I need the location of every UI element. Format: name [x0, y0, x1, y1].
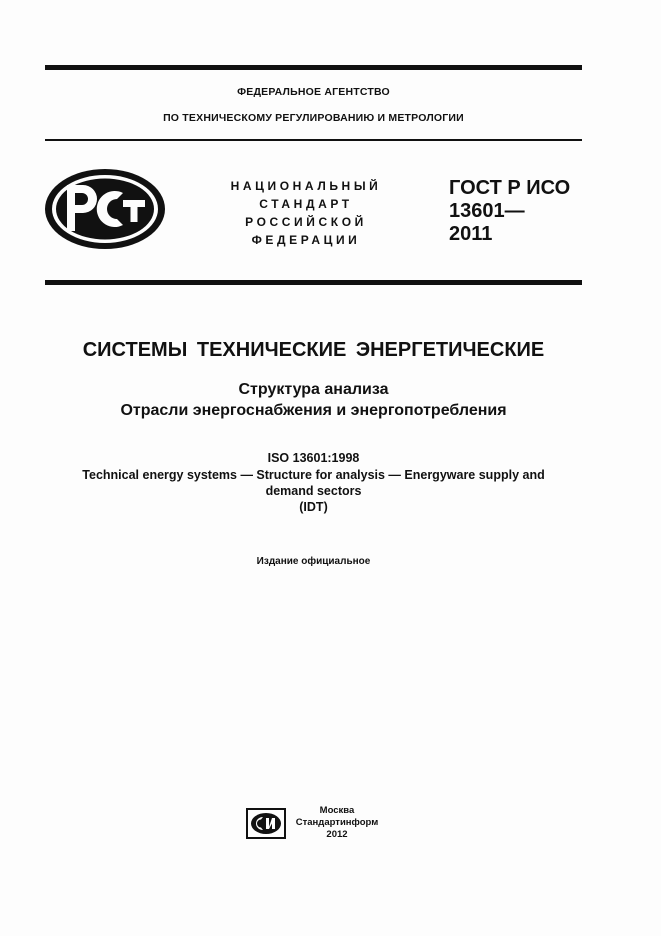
publisher-city: Москва — [319, 805, 355, 816]
edition-label: Издание официальное — [256, 556, 371, 567]
national-standard-line-4: ФЕДЕРАЦИИ — [251, 233, 361, 247]
national-standard-line-3: РОССИЙСКОЙ — [245, 215, 367, 229]
designation-line-1: ГОСТ Р ИСО — [449, 177, 571, 199]
publisher-name: Стандартинформ — [295, 817, 379, 828]
logo-block-divider — [45, 280, 582, 285]
agency-line-1: ФЕДЕРАЛЬНОЕ АГЕНТСТВО — [237, 86, 390, 98]
agency-line-2: ПО ТЕХНИЧЕСКОМУ РЕГУЛИРОВАНИЮ И МЕТРОЛОГИИ — [163, 112, 464, 124]
document-subtitle-2: Отрасли энергоснабжения и энергопотребления — [120, 402, 507, 419]
designation-line-2: 13601— — [449, 200, 525, 222]
national-standard-label — [216, 177, 396, 249]
top-rule — [45, 65, 582, 70]
header-divider — [45, 139, 582, 141]
national-standard-line-2: СТАНДАРТ — [259, 197, 353, 211]
publisher-year: 2012 — [326, 829, 348, 840]
document-subtitle-1: Структура анализа — [238, 381, 389, 398]
standard-designation — [449, 177, 570, 246]
iso-english-title-1: Technical energy systems — Structure for analysis — Energyware supply and — [82, 468, 545, 482]
national-standard-line-1: НАЦИОНАЛЬНЫЙ — [230, 179, 382, 193]
designation-line-3: 2011 — [449, 223, 493, 245]
iso-identity: (IDT) — [299, 500, 328, 514]
document-title: СИСТЕМЫ ТЕХНИЧЕСКИЕ ЭНЕРГЕТИЧЕСКИЕ — [82, 339, 545, 361]
standartinform-logo-icon — [246, 808, 286, 839]
iso-english-title-2: demand sectors — [265, 484, 362, 498]
publisher-info — [292, 805, 382, 841]
rst-logo-icon — [43, 167, 167, 251]
iso-number: ISO 13601:1998 — [267, 451, 360, 465]
